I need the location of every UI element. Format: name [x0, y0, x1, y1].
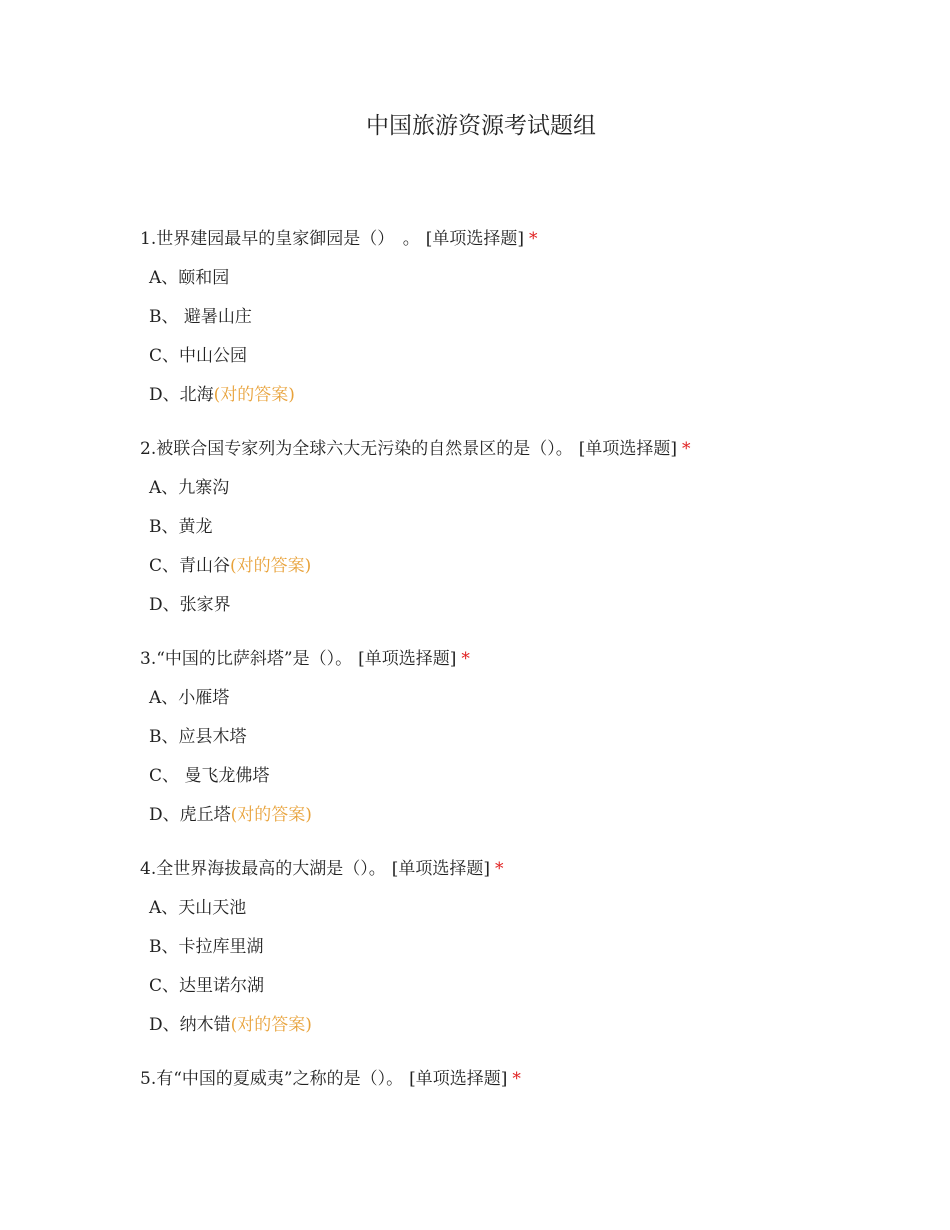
option-separator: 、: [162, 766, 185, 786]
option-b[interactable]: [140, 515, 880, 539]
option-list: [140, 896, 880, 1037]
option-separator: 、: [161, 517, 179, 537]
option-list: [140, 476, 880, 617]
option-text: 青山谷: [179, 556, 231, 576]
option-separator: 、: [162, 1015, 180, 1035]
required-star: *: [512, 1069, 521, 1089]
question-3: [140, 647, 880, 827]
required-star: *: [681, 439, 691, 459]
option-letter: B: [149, 727, 162, 747]
option-text: 纳木错: [179, 1015, 231, 1035]
option-d[interactable]: [140, 383, 880, 407]
question-type: [单项选择题]: [358, 649, 457, 669]
option-letter: B: [149, 937, 162, 957]
correct-answer-note: (对的答案): [213, 385, 295, 405]
option-list: [140, 686, 880, 827]
question-5: [140, 1067, 880, 1091]
option-text: 小雁塔: [178, 688, 230, 708]
option-a[interactable]: [140, 476, 880, 500]
option-text: 曼飞龙佛塔: [184, 766, 270, 786]
option-d[interactable]: [140, 593, 880, 617]
question-title: [140, 857, 880, 881]
option-b[interactable]: [140, 935, 880, 959]
option-letter: C: [149, 976, 163, 996]
option-c[interactable]: [140, 554, 880, 578]
option-letter: C: [149, 766, 163, 786]
question-text: 1.世界建园最早的皇家御园是（） 。: [140, 229, 420, 249]
option-letter: A: [149, 478, 162, 498]
option-text: 中山公园: [179, 346, 248, 366]
option-list: [140, 266, 880, 407]
option-separator: 、: [162, 556, 180, 576]
option-letter: D: [149, 385, 163, 405]
option-d[interactable]: [140, 803, 880, 827]
option-c[interactable]: [140, 344, 880, 368]
option-letter: B: [149, 307, 162, 327]
option-a[interactable]: [140, 266, 880, 290]
correct-answer-note: (对的答案): [230, 556, 312, 576]
option-a[interactable]: [140, 896, 880, 920]
question-1: [140, 227, 880, 407]
question-text: 4.全世界海拔最高的大湖是（）。: [140, 859, 386, 879]
required-star: *: [495, 859, 504, 879]
option-letter: D: [149, 595, 163, 615]
option-separator: 、: [161, 937, 179, 957]
option-text: 卡拉库里湖: [178, 937, 264, 957]
option-separator: 、: [162, 976, 180, 996]
question-4: [140, 857, 880, 1037]
option-separator: 、: [162, 805, 180, 825]
option-separator: 、: [162, 385, 180, 405]
question-title: [140, 647, 880, 671]
option-separator: 、: [161, 727, 179, 747]
option-separator: 、: [161, 688, 179, 708]
option-text: 应县木塔: [178, 727, 247, 747]
option-c[interactable]: [140, 974, 880, 998]
question-type: [单项选择题]: [425, 229, 524, 249]
option-text: 天山天池: [178, 898, 247, 918]
question-text: 3.“中国的比萨斜塔”是（）。: [140, 649, 353, 669]
correct-answer-note: (对的答案): [230, 805, 312, 825]
option-text: 黄龙: [178, 517, 213, 537]
option-text: 颐和园: [178, 268, 230, 288]
option-letter: C: [149, 556, 163, 576]
option-d[interactable]: [140, 1013, 880, 1037]
option-separator: 、: [161, 478, 179, 498]
option-letter: B: [149, 517, 162, 537]
option-text: 虎丘塔: [179, 805, 231, 825]
option-text: 达里诺尔湖: [179, 976, 265, 996]
option-separator: 、: [161, 268, 179, 288]
required-star: *: [529, 229, 538, 249]
option-b[interactable]: [140, 725, 880, 749]
option-b[interactable]: [140, 305, 880, 329]
option-a[interactable]: [140, 686, 880, 710]
option-separator: 、: [162, 346, 180, 366]
required-star: *: [461, 649, 470, 669]
option-c[interactable]: [140, 764, 880, 788]
option-letter: D: [149, 805, 163, 825]
question-2: [140, 437, 880, 617]
option-letter: D: [149, 1015, 163, 1035]
option-letter: A: [149, 898, 162, 918]
option-letter: A: [149, 268, 162, 288]
option-text: 九寨沟: [178, 478, 230, 498]
option-separator: 、: [161, 307, 184, 327]
question-type: [单项选择题]: [391, 859, 490, 879]
option-text: 北海: [179, 385, 214, 405]
question-title: [140, 227, 880, 251]
option-letter: C: [149, 346, 163, 366]
question-title: [140, 1067, 880, 1091]
question-text: 5.有“中国的夏威夷”之称的是（）。: [140, 1069, 404, 1089]
question-text: 2.被联合国专家列为全球六大无污染的自然景区的是（）。: [140, 439, 573, 459]
correct-answer-note: (对的答案): [230, 1015, 312, 1035]
option-separator: 、: [162, 595, 180, 615]
option-text: 张家界: [179, 595, 231, 615]
page-title: 中国旅游资源考试题组: [366, 113, 596, 139]
option-text: 避暑山庄: [183, 307, 252, 327]
question-type: [单项选择题]: [409, 1069, 508, 1089]
question-type: [单项选择题]: [578, 439, 677, 459]
question-title: [140, 437, 880, 461]
option-separator: 、: [161, 898, 179, 918]
option-letter: A: [149, 688, 162, 708]
